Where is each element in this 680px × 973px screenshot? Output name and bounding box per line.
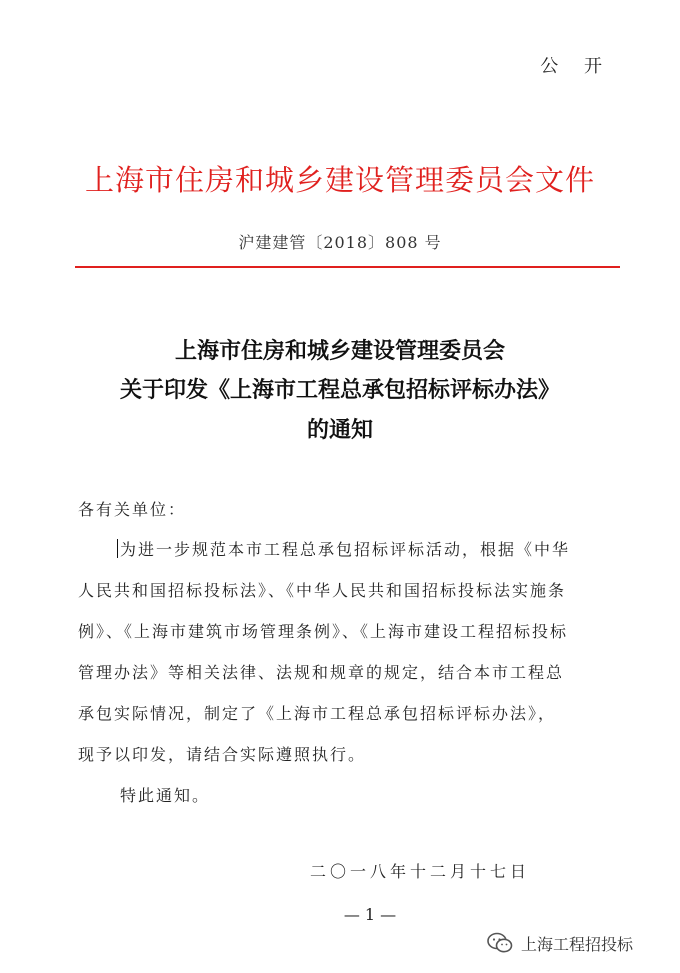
classification-label: 公 开 bbox=[540, 56, 612, 77]
text-cursor bbox=[117, 539, 118, 558]
issuer-header: 上海市住房和城乡建设管理委员会文件 bbox=[84, 163, 595, 197]
issue-date: 二〇一八年十二月十七日 bbox=[309, 862, 530, 881]
body-paragraph-line: 人民共和国招标投标法》、《中华人民共和国招标投标法实施条 bbox=[78, 581, 567, 600]
document-title-line-1: 上海市住房和城乡建设管理委员会 bbox=[174, 339, 505, 364]
page-number: — 1 — bbox=[343, 905, 397, 924]
closing-remark: 特此通知。 bbox=[120, 786, 211, 805]
source-watermark bbox=[487, 930, 633, 956]
wechat-icon bbox=[487, 932, 513, 954]
watermark-label: 上海工程招投标 bbox=[521, 934, 634, 954]
body-paragraph-line: 为进一步规范本市工程总承包招标评标活动，根据《中华 bbox=[120, 540, 571, 559]
body-paragraph-line: 管理办法》等相关法律、法规和规章的规定，结合本市工程总 bbox=[78, 663, 565, 682]
body-paragraph-line: 现予以印发，请结合实际遵照执行。 bbox=[78, 745, 367, 764]
salutation: 各有关单位： bbox=[78, 500, 187, 519]
body-paragraph-line: 承包实际情况，制定了《上海市工程总承包招标评标办法》， bbox=[78, 704, 557, 723]
document-number: 沪建建管〔2018〕808 号 bbox=[238, 233, 442, 252]
header-divider bbox=[75, 266, 620, 268]
document-title-line-2: 关于印发《上海市工程总承包招标评标办法》 bbox=[119, 378, 560, 403]
document-title-line-3: 的通知 bbox=[306, 418, 373, 443]
body-paragraph-line: 例》、《上海市建筑市场管理条例》、《上海市建设工程招标投标 bbox=[78, 622, 569, 641]
